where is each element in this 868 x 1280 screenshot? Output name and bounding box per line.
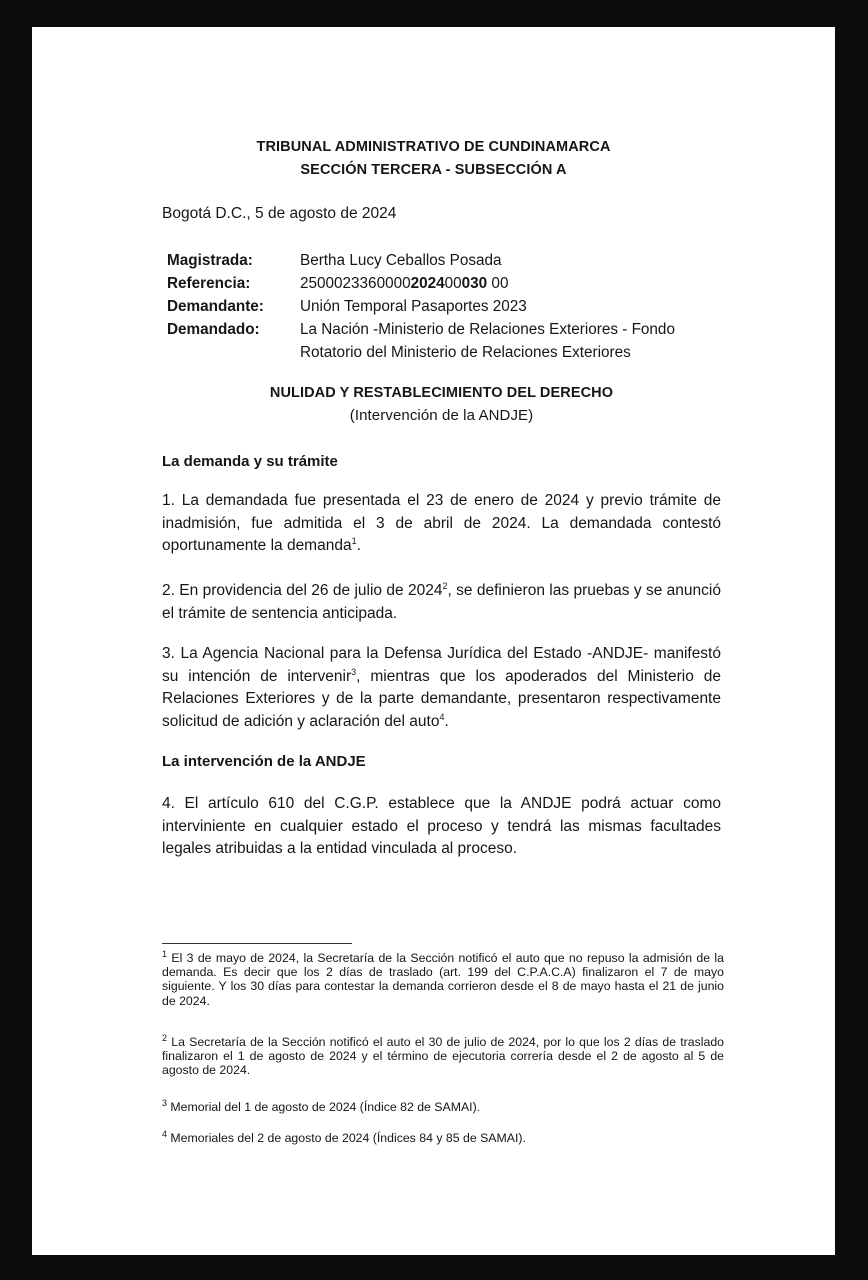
meta-value: La Nación -Ministerio de Relaciones Exteriores - Fondo [300,321,675,338]
footnote-ref: 4 [439,711,445,722]
document-title: NULIDAD Y RESTABLECIMIENTO DEL DERECHO [269,385,614,401]
footnote-ref: 1 [351,535,357,546]
paragraph-text: 1. La demandada fue presentada el 23 de enero de 2024 y previo trámite de inadmisión, fue admitida el 3 de abril de 2024. La demandada contestó oportunamente la demanda [162,492,721,554]
section-heading: La intervención de la ANDJE [162,753,366,770]
paragraph-1 [162,490,721,558]
footnote-ref: 2 [442,580,448,591]
meta-label: Demandante: [167,298,264,315]
ref-number: 030 [461,275,488,292]
footnote-divider [162,943,352,944]
ref-year: 2024 [410,275,445,292]
meta-label: Demandado: [167,321,260,338]
document-date: Bogotá D.C., 5 de agosto de 2024 [162,205,397,222]
footnote-text: Memorial del 1 de agosto de 2024 (Índice 82 de SAMAI). [167,1100,481,1114]
document-subtitle: (Intervención de la ANDJE) [349,407,534,424]
ref-part: 00 [444,275,462,292]
paragraph-text: . [444,712,449,730]
footnote-3 [162,1097,724,1114]
paragraph-4: 4. El artículo 610 del C.G.P. establece que la ANDJE podrá actuar como interviniente en cualquier estado el proceso y tendrá las mismas facultades legales atribuidas a la entidad vinculada al proceso. [162,795,721,857]
paragraph-text: 3. La Agencia Nacional para la Defensa Jurídica del Estado -ANDJE- manifestó su intención de intervenir [162,645,721,685]
footnote-1 [162,948,724,1008]
section-heading: La demanda y su trámite [162,453,338,470]
footnote-number: 4 [162,1128,168,1139]
ref-part: 2500023360000 [300,275,411,292]
meta-label: Referencia: [167,275,251,292]
footnote-number: 1 [162,948,168,959]
footnote-text: La Secretaría de la Sección notificó el auto el 30 de julio de 2024, por lo que los 2 días de traslado finalizaron el 1 de agosto de 2024 y el término de ejecutoria correría desde el 2 de agosto al 5 de agosto de 2024. [162,1035,724,1078]
footnote-text: El 3 de mayo de 2024, la Secretaría de la Sección notificó el auto que no repuso la admisión de la demanda. Es decir que los 2 días de traslado (art. 199 del C.P.A.C.A) finalizaron el 7 de mayo siguiente. Y los 30 días para contestar la demanda corrieron desde el 8 de mayo hasta el 21 de junio de 2024. [162,951,724,1008]
meta-label: Magistrada: [167,252,253,269]
footnote-2 [162,1032,724,1078]
paragraph-2 [162,580,721,625]
meta-value: Bertha Lucy Ceballos Posada [300,252,502,269]
paragraph-text: 2. En providencia del 26 de julio de 2024 [162,582,443,599]
meta-value [300,272,740,295]
footnote-number: 2 [162,1032,168,1043]
footnote-ref: 3 [351,666,357,677]
court-name: TRIBUNAL ADMINISTRATIVO DE CUNDINAMARCA [256,139,611,155]
paragraph-text: . [356,537,361,554]
document-page [32,27,835,1255]
paragraph-text: , mientras que los apoderados del Ministerio de Relaciones Exteriores y de la parte demandante, presentaron respectivamente solicitud de adición y aclaración del auto [162,667,722,730]
meta-value: Rotatorio del Ministerio de Relaciones Exteriores [300,344,631,361]
paragraph-3 [162,643,721,733]
court-section: SECCIÓN TERCERA - SUBSECCIÓN A [300,162,567,178]
paragraph-text: , se definieron las pruebas y se anunció el trámite de sentencia anticipada. [162,582,721,622]
footnote-4 [162,1128,724,1145]
meta-value: Unión Temporal Pasaportes 2023 [300,298,527,315]
ref-part: 00 [487,275,509,292]
footnote-number: 3 [162,1097,168,1108]
footnote-text: Memoriales del 2 de agosto de 2024 (Índices 84 y 85 de SAMAI). [167,1131,526,1145]
